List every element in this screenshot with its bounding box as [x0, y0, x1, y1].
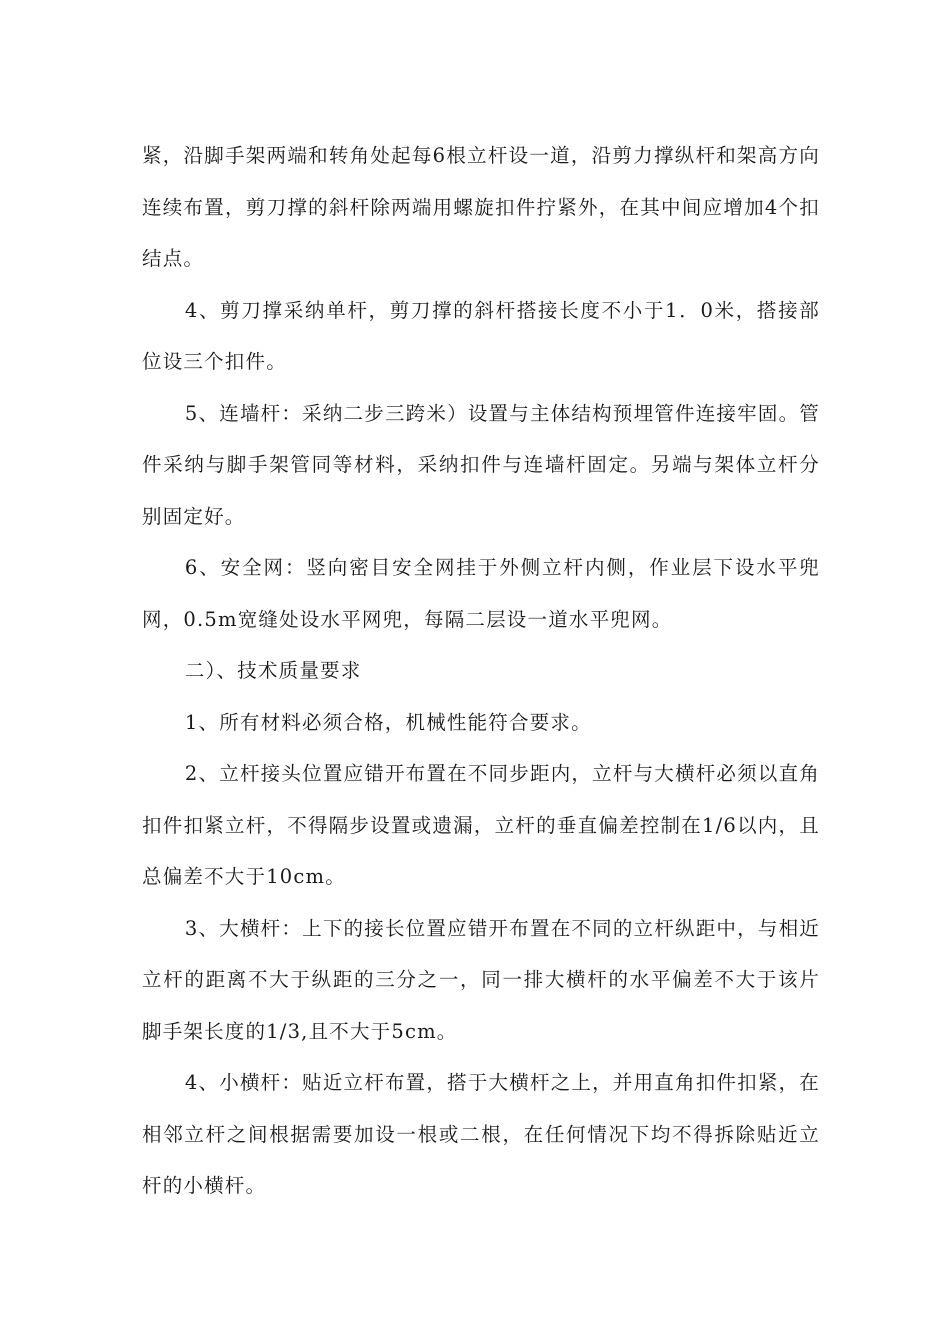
paragraph-item-6-safety-net: 6、安全网：竖向密目安全网挂于外侧立杆内侧，作业层下设水平兜网，0.5m宽缝处设水平网兜，每隔二层设一道水平兜网。 [142, 556, 820, 631]
paragraph-item-4-scissor-brace: 4、剪刀撑采纳单杆，剪刀撑的斜杆搭接长度不小于1．0米，搭接部位设三个扣件。 [142, 298, 820, 373]
paragraph-continuation: 紧，沿脚手架两端和转角处起每6根立杆设一道，沿剪力撑纵杆和架高方向连续布置，剪刀撑的斜杆除两端用螺旋扣件拧紧外，在其中间应增加4个扣结点。 [142, 144, 820, 270]
document-body [142, 130, 820, 1212]
paragraph-requirement-1: 1、所有材料必须合格，机械性能符合要求。 [184, 710, 592, 734]
paragraph-item-5-wall-tie: 5、连墙杆：采纳二步三跨米）设置与主体结构预埋管件连接牢固。管件采纳与脚手架管同等材料，采纳扣件与连墙杆固定。另端与架体立杆分别固定好。 [142, 401, 820, 528]
paragraph-requirement-4: 4、小横杆：贴近立杆布置，搭于大横杆之上，并用直角扣件扣紧，在相邻立杆之间根据需要加设一根或二根，在任何情况下均不得拆除贴近立杆的小横杆。 [142, 1071, 820, 1197]
paragraph-requirement-2: 2、立杆接头位置应错开布置在不同步距内，立杆与大横杆必须以直角扣件扣紧立杆，不得隔步设置或遗漏，立杆的垂直偏差控制在1/6以内，且总偏差不大于10cm。 [142, 762, 820, 888]
paragraph-requirement-3: 3、大横杆：上下的接长位置应错开布置在不同的立杆纵距中，与相近立杆的距离不大于纵距的三分之一，同一排大横杆的水平偏差不大于该片脚手架长度的1/3,且不大于5cm。 [142, 916, 820, 1043]
section-heading-quality-requirements: 二）、技术质量要求 [184, 659, 362, 682]
